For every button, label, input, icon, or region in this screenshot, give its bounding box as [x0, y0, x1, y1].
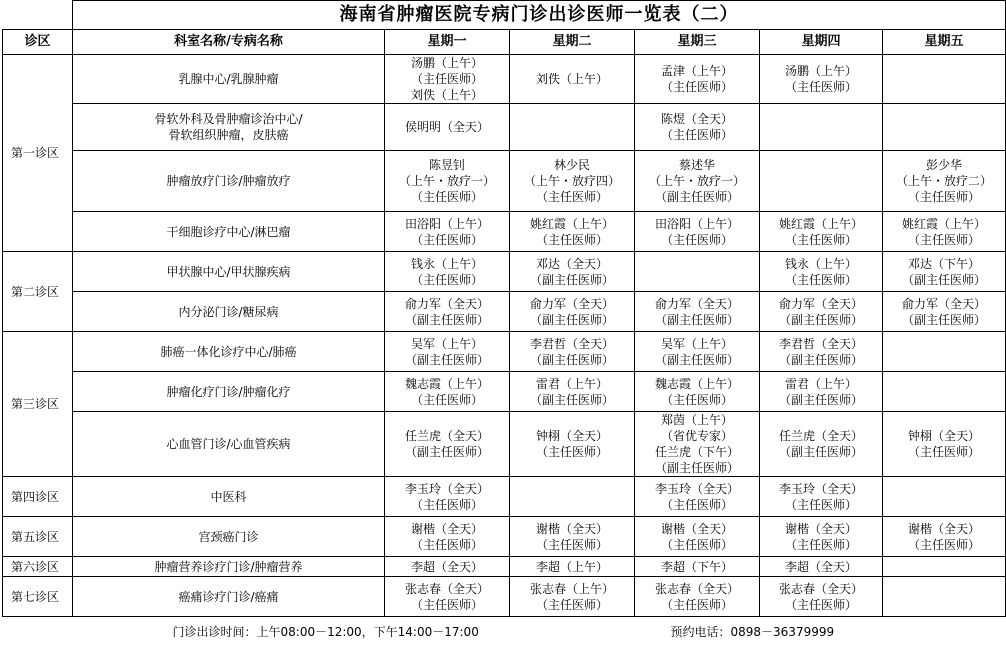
doctor-line: （主任医师）	[660, 597, 733, 612]
doctor-line: （副主任医师）	[529, 272, 614, 287]
doctor-line: （主任医师）	[908, 445, 981, 459]
table-row	[3, 55, 1006, 104]
doctor-line: （主任医师）	[784, 497, 857, 512]
table-row	[3, 477, 1006, 517]
doctor-cell	[635, 372, 760, 412]
doctor-cell	[635, 55, 760, 104]
doctor-line: 田浴阳（上午）	[404, 216, 489, 231]
doctor-cell	[760, 372, 883, 412]
doctor-cell	[883, 412, 1006, 477]
doctor-line: 俞力军（全天）	[902, 296, 987, 311]
dept-name-line: 骨软外科及骨肿瘤诊治中心/	[154, 112, 303, 126]
header-day: 星期三	[635, 30, 760, 55]
doctor-line: （主任医师）	[660, 537, 733, 552]
doctor-cell	[760, 252, 883, 292]
doctor-line: 姚红霞（上午）	[778, 216, 863, 231]
doctor-cell	[385, 55, 510, 104]
doctor-line: 郑茵（上午）	[660, 413, 733, 427]
dept-name	[73, 577, 385, 617]
doctor-line: 李玉玲（全天）	[778, 481, 863, 496]
doctor-line: 任兰虎（全天）	[404, 429, 489, 443]
doctor-line: （上午・放疗四）	[523, 174, 620, 188]
doctor-line: 谢楷（全天）	[908, 521, 981, 536]
doctor-line: 任兰虎（下午）	[654, 445, 739, 459]
doctor-cell	[510, 292, 635, 332]
doctor-line: 魏志霞（上午）	[404, 376, 489, 391]
doctor-cell	[385, 252, 510, 292]
doctor-line: （副主任医师）	[902, 272, 987, 287]
doctor-cell	[635, 151, 760, 212]
doctor-line: （主任医师）	[410, 232, 483, 247]
doctor-cell	[760, 55, 883, 104]
table-row	[3, 332, 1006, 372]
doctor-line: 汤鹏（上午）	[410, 56, 483, 70]
doctor-line: （主任医师）	[908, 190, 981, 204]
doctor-line: 彭少华	[926, 158, 963, 172]
doctor-cell	[385, 104, 510, 151]
doctor-line: 侯明明（全天）	[404, 120, 489, 134]
dept-name	[73, 252, 385, 292]
doctor-line: （主任医师）	[660, 80, 733, 94]
doctor-line: （主任医师）	[660, 232, 733, 247]
table-row	[3, 412, 1006, 477]
doctor-line: 姚红霞（上午）	[902, 216, 987, 231]
corner-cell	[3, 1, 73, 30]
doctor-cell	[760, 477, 883, 517]
doctor-line: 俞力军（全天）	[654, 296, 739, 311]
doctor-line: 谢楷（全天）	[660, 521, 733, 536]
doctor-cell	[510, 332, 635, 372]
doctor-cell	[760, 412, 883, 477]
doctor-cell	[883, 104, 1006, 151]
doctor-line: （主任医师）	[535, 445, 608, 459]
doctor-cell	[510, 151, 635, 212]
doctor-line: 魏志霞（上午）	[654, 376, 739, 391]
doctor-cell	[385, 412, 510, 477]
doctor-line: 姚红霞（上午）	[529, 216, 614, 231]
doctor-line: （主任医师）	[784, 80, 857, 94]
doctor-line: （主任医师）	[908, 232, 981, 247]
doctor-line: 张志春（上午）	[529, 581, 614, 596]
doctor-cell	[883, 292, 1006, 332]
dept-name-line: 内分泌门诊/糖尿病	[178, 304, 279, 319]
doctor-line: 谢楷（全天）	[410, 521, 483, 536]
doctor-line: （上午・放疗二）	[896, 174, 993, 188]
doctor-line: （副主任医师）	[654, 312, 739, 327]
table-row	[3, 292, 1006, 332]
zone-label: 第二诊区	[3, 252, 73, 332]
doctor-cell	[385, 151, 510, 212]
header-dept: 科室名称/专病名称	[73, 30, 385, 55]
doctor-line: 陈昱钊	[428, 158, 465, 172]
dept-name-line: 肺癌一体化诊疗中心/肺癌	[160, 344, 297, 359]
table-row	[3, 151, 1006, 212]
doctor-cell	[635, 517, 760, 557]
doctor-cell	[760, 332, 883, 372]
page-title: 海南省肿瘤医院专病门诊出诊医师一览表（二）	[73, 1, 1006, 30]
table-row	[3, 372, 1006, 412]
dept-name	[73, 557, 385, 577]
zone-label: 第四诊区	[3, 477, 73, 517]
doctor-line: 谢楷（全天）	[535, 521, 608, 536]
doctor-cell	[385, 212, 510, 252]
doctor-line: 李超（全天）	[784, 559, 857, 574]
doctor-cell	[760, 517, 883, 557]
footer	[3, 617, 1006, 652]
doctor-line: （副主任医师）	[404, 312, 489, 327]
doctor-cell	[385, 477, 510, 517]
doctor-cell	[760, 212, 883, 252]
doctor-cell	[883, 517, 1006, 557]
doctor-cell	[883, 577, 1006, 617]
dept-name-line: 心血管门诊/心血管疾病	[166, 437, 291, 451]
doctor-cell	[883, 557, 1006, 577]
table-row	[3, 104, 1006, 151]
doctor-line: （主任医师）	[908, 537, 981, 552]
doctor-line: （副主任医师）	[404, 352, 489, 367]
dept-name-line: 癌痛诊疗门诊/癌痛	[178, 589, 279, 604]
doctor-cell	[883, 332, 1006, 372]
doctor-cell	[385, 332, 510, 372]
doctor-line: 俞力军（全天）	[529, 296, 614, 311]
doctor-cell	[760, 557, 883, 577]
doctor-cell	[510, 477, 635, 517]
doctor-line: （主任医师）	[410, 72, 483, 86]
doctor-cell	[635, 332, 760, 372]
doctor-cell	[635, 477, 760, 517]
doctor-line: （主任医师）	[410, 537, 483, 552]
doctor-line: （副主任医师）	[778, 312, 863, 327]
doctor-line: 吴军（上午）	[410, 336, 483, 351]
dept-name	[73, 151, 385, 212]
doctor-line: 孟津（上午）	[660, 64, 733, 78]
doctor-line: （副主任医师）	[654, 352, 739, 367]
zone-label: 第七诊区	[3, 577, 73, 617]
doctor-line: 陈煜（全天）	[660, 112, 733, 126]
doctor-line: 张志春（全天）	[778, 581, 863, 596]
header-zone: 诊区	[3, 30, 73, 55]
doctor-line: （主任医师）	[535, 190, 608, 204]
doctor-line: （主任医师）	[410, 190, 483, 204]
dept-name	[73, 412, 385, 477]
doctor-line: 李玉玲（全天）	[404, 481, 489, 496]
doctor-line: （主任医师）	[660, 497, 733, 512]
doctor-line: 田浴阳（上午）	[654, 216, 739, 231]
dept-name	[73, 55, 385, 104]
doctor-line: 俞力军（全天）	[404, 296, 489, 311]
doctor-line: （主任医师）	[410, 597, 483, 612]
doctor-line: 钱永（上午）	[784, 256, 857, 271]
doctor-line: 吴军（上午）	[660, 336, 733, 351]
doctor-line: 李超（上午）	[535, 559, 608, 574]
table-row	[3, 557, 1006, 577]
dept-name	[73, 104, 385, 151]
doctor-line: 雷君（上午）	[784, 376, 857, 391]
dept-name	[73, 372, 385, 412]
doctor-line: （主任医师）	[410, 272, 483, 287]
dept-name-line: 乳腺中心/乳腺肿瘤	[178, 72, 279, 86]
zone-label: 第六诊区	[3, 557, 73, 577]
doctor-line: （省优专家）	[660, 429, 733, 443]
doctor-cell	[635, 577, 760, 617]
doctor-cell	[760, 151, 883, 212]
doctor-cell	[510, 517, 635, 557]
doctor-line: （主任医师）	[784, 272, 857, 287]
dept-name-line: 肿瘤放疗门诊/肿瘤放疗	[166, 174, 291, 188]
doctor-cell	[510, 557, 635, 577]
doctor-cell	[760, 577, 883, 617]
header-day: 星期五	[883, 30, 1006, 55]
zone-label: 第三诊区	[3, 332, 73, 477]
doctor-line: 李君哲（全天）	[529, 336, 614, 351]
doctor-cell	[883, 151, 1006, 212]
doctor-line: （主任医师）	[410, 497, 483, 512]
doctor-line: （主任医师）	[660, 392, 733, 407]
doctor-cell	[385, 577, 510, 617]
table-row	[3, 517, 1006, 557]
doctor-cell	[385, 517, 510, 557]
dept-name	[73, 517, 385, 557]
doctor-cell	[760, 104, 883, 151]
doctor-line: 任兰虎（全天）	[778, 429, 863, 443]
doctor-line: （主任医师）	[535, 232, 608, 247]
doctor-line: 邓达（下午）	[908, 256, 981, 271]
doctor-line: 邓达（全天）	[535, 256, 608, 271]
table-row	[3, 577, 1006, 617]
doctor-cell	[883, 477, 1006, 517]
doctor-line: 李君哲（全天）	[778, 336, 863, 351]
dept-name	[73, 212, 385, 252]
doctor-cell	[385, 292, 510, 332]
doctor-cell	[510, 412, 635, 477]
dept-name	[73, 332, 385, 372]
dept-name-line: 宫颈癌门诊	[198, 529, 259, 544]
doctor-cell	[510, 212, 635, 252]
doctor-line: （副主任医师）	[529, 352, 614, 367]
doctor-line: （副主任医师）	[902, 312, 987, 327]
doctor-line: （主任医师）	[784, 597, 857, 612]
doctor-line: 钟栩（全天）	[908, 429, 981, 443]
dept-name-line: 干细胞诊疗中心/淋巴瘤	[166, 224, 291, 239]
zone-label: 第一诊区	[3, 55, 73, 252]
doctor-line: （主任医师）	[784, 232, 857, 247]
doctor-cell	[510, 577, 635, 617]
doctor-line: （主任医师）	[410, 392, 483, 407]
dept-name-line: 骨软组织肿瘤，皮肤癌	[168, 128, 289, 142]
doctor-line: 李超（全天）	[410, 559, 483, 574]
booking-phone: 预约电话：0898－36379999	[670, 625, 835, 639]
doctor-line: （主任医师）	[535, 597, 608, 612]
doctor-cell	[385, 372, 510, 412]
doctor-cell	[510, 104, 635, 151]
doctor-cell	[510, 55, 635, 104]
dept-name	[73, 477, 385, 517]
dept-name-line: 中医科	[210, 489, 247, 504]
doctor-line: （副主任医师）	[404, 445, 489, 459]
doctor-line: 李超（下午）	[660, 559, 733, 574]
doctor-line: 蔡述华	[678, 158, 715, 172]
doctor-line: （副主任医师）	[778, 352, 863, 367]
doctor-cell	[883, 252, 1006, 292]
doctor-cell	[635, 292, 760, 332]
doctor-line: （副主任医师）	[529, 392, 614, 407]
doctor-line: 俞力军（全天）	[778, 296, 863, 311]
doctor-line: （副主任医师）	[778, 445, 863, 459]
doctor-line: （副主任医师）	[529, 312, 614, 327]
dept-name	[73, 292, 385, 332]
doctor-cell	[635, 412, 760, 477]
clinic-hours: 门诊出诊时间：上午08:00－12:00，下午14:00－17:00	[172, 625, 479, 639]
doctor-line: （主任医师）	[660, 128, 733, 142]
doctor-line: 谢楷（全天）	[784, 521, 857, 536]
doctor-cell	[385, 557, 510, 577]
doctor-line: （主任医师）	[784, 537, 857, 552]
doctor-line: 钟栩（全天）	[535, 429, 608, 443]
table-row	[3, 252, 1006, 292]
doctor-line: （上午・放疗一）	[648, 174, 745, 188]
doctor-cell	[635, 104, 760, 151]
doctor-cell	[883, 212, 1006, 252]
doctor-line: 刘佚（上午）	[410, 88, 483, 102]
doctor-cell	[883, 372, 1006, 412]
table-row	[3, 212, 1006, 252]
doctor-line: （副主任医师）	[654, 190, 739, 204]
doctor-cell	[760, 292, 883, 332]
doctor-line: （上午・放疗一）	[398, 174, 495, 188]
doctor-line: 张志春（全天）	[654, 581, 739, 596]
header-day: 星期一	[385, 30, 510, 55]
schedule-table	[2, 0, 1006, 652]
doctor-cell	[510, 252, 635, 292]
dept-name-line: 甲状腺中心/甲状腺疾病	[166, 264, 291, 279]
doctor-line: 雷君（上午）	[535, 376, 608, 391]
dept-name-line: 肿瘤化疗门诊/肿瘤化疗	[166, 384, 291, 399]
header-day: 星期四	[760, 30, 883, 55]
doctor-line: （主任医师）	[535, 537, 608, 552]
doctor-cell	[883, 55, 1006, 104]
doctor-line: 林少民	[553, 158, 590, 172]
doctor-line: 钱永（上午）	[410, 256, 483, 271]
doctor-line: （副主任医师）	[654, 461, 739, 475]
doctor-cell	[635, 557, 760, 577]
doctor-cell	[635, 252, 760, 292]
dept-name-line: 肿瘤营养诊疗门诊/肿瘤营养	[154, 559, 303, 574]
doctor-line: （副主任医师）	[778, 392, 863, 407]
doctor-line: 刘佚（上午）	[535, 72, 608, 86]
doctor-line: 李玉玲（全天）	[654, 481, 739, 496]
doctor-cell	[510, 372, 635, 412]
doctor-cell	[635, 212, 760, 252]
doctor-line: 张志春（全天）	[404, 581, 489, 596]
zone-label: 第五诊区	[3, 517, 73, 557]
doctor-line: 汤鹏（上午）	[784, 64, 857, 78]
header-day: 星期二	[510, 30, 635, 55]
